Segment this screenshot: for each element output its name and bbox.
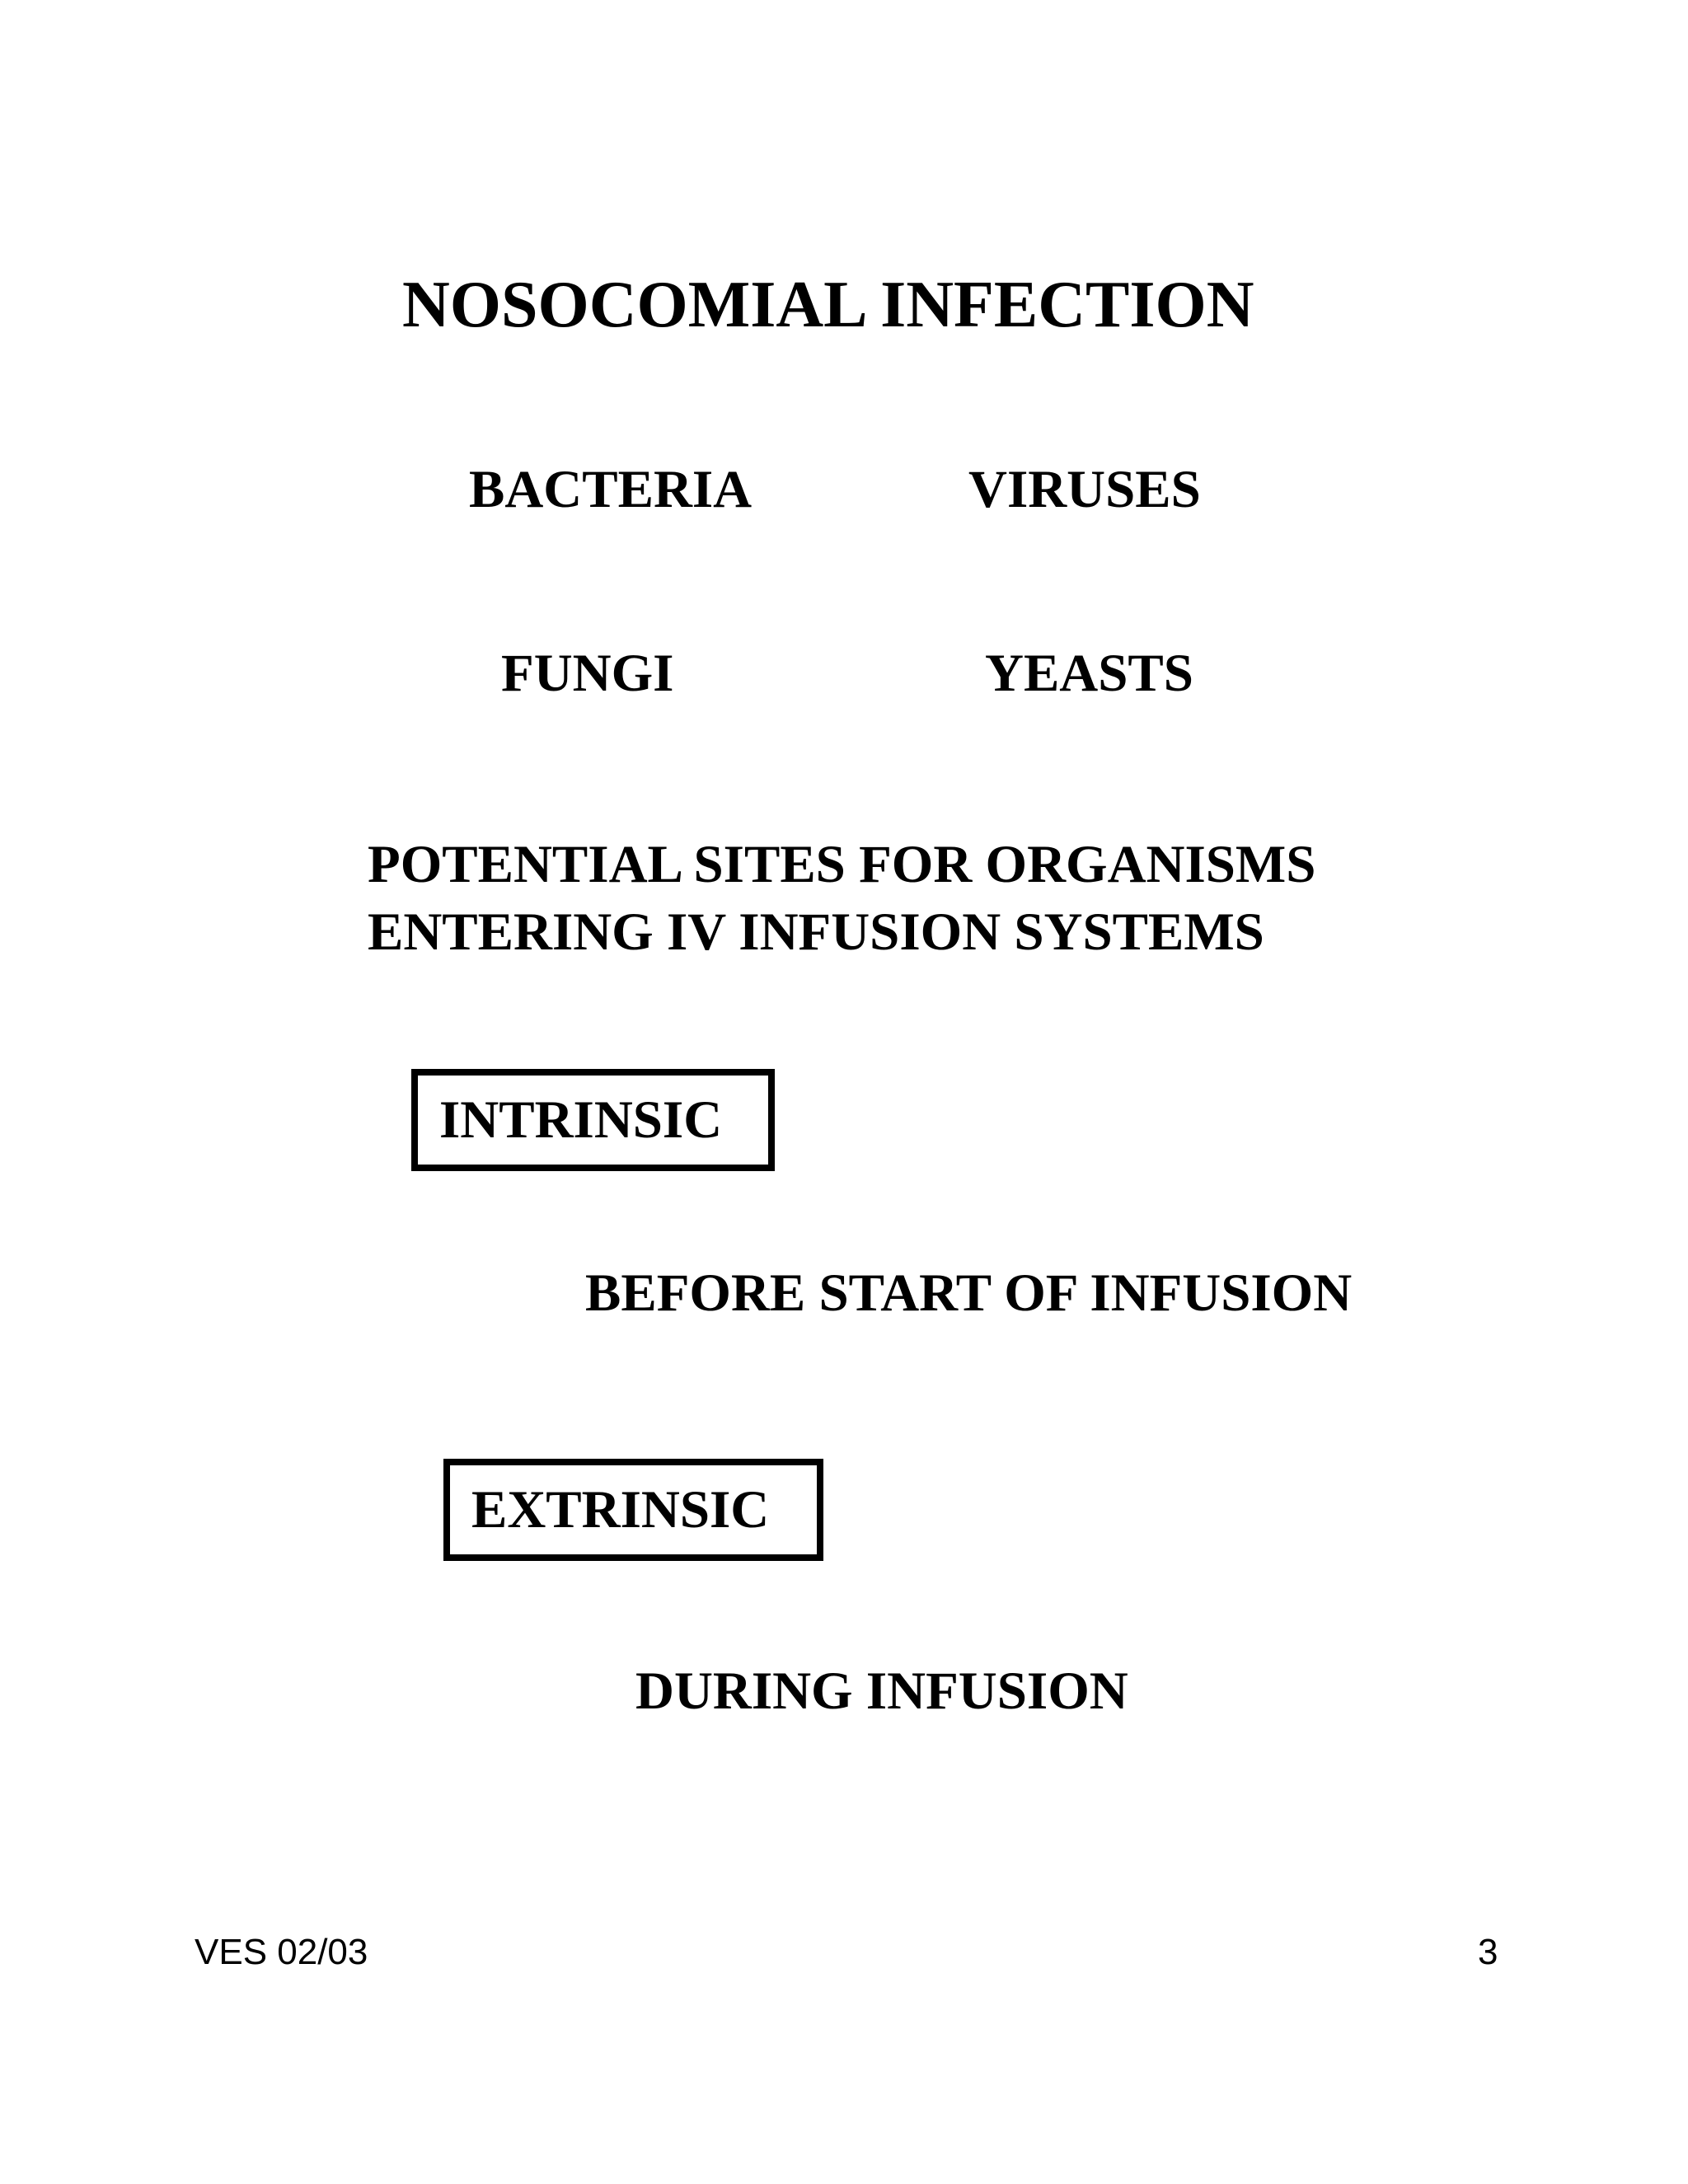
page-title: NOSOCOMIAL INFECTION xyxy=(402,269,1254,341)
organism-viruses: VIRUSES xyxy=(968,460,1201,519)
extrinsic-label: EXTRINSIC xyxy=(471,1479,770,1540)
organism-yeasts: YEASTS xyxy=(985,644,1193,703)
sites-heading xyxy=(368,831,1315,966)
intrinsic-label: INTRINSIC xyxy=(439,1090,723,1150)
intrinsic-description: BEFORE START OF INFUSION xyxy=(585,1263,1353,1323)
sites-heading-line-2: ENTERING IV INFUSION SYSTEMS xyxy=(368,902,1264,962)
extrinsic-box xyxy=(443,1459,823,1561)
organism-bacteria: BACTERIA xyxy=(469,460,753,519)
extrinsic-description: DURING INFUSION xyxy=(635,1661,1128,1721)
footer-page-number: 3 xyxy=(1478,1932,1498,1972)
sites-heading-line-1: POTENTIAL SITES FOR ORGANISMS xyxy=(368,835,1316,894)
footer-document-code: VES 02/03 xyxy=(195,1932,368,1972)
organism-fungi: FUNGI xyxy=(501,644,674,703)
intrinsic-box xyxy=(411,1069,775,1171)
